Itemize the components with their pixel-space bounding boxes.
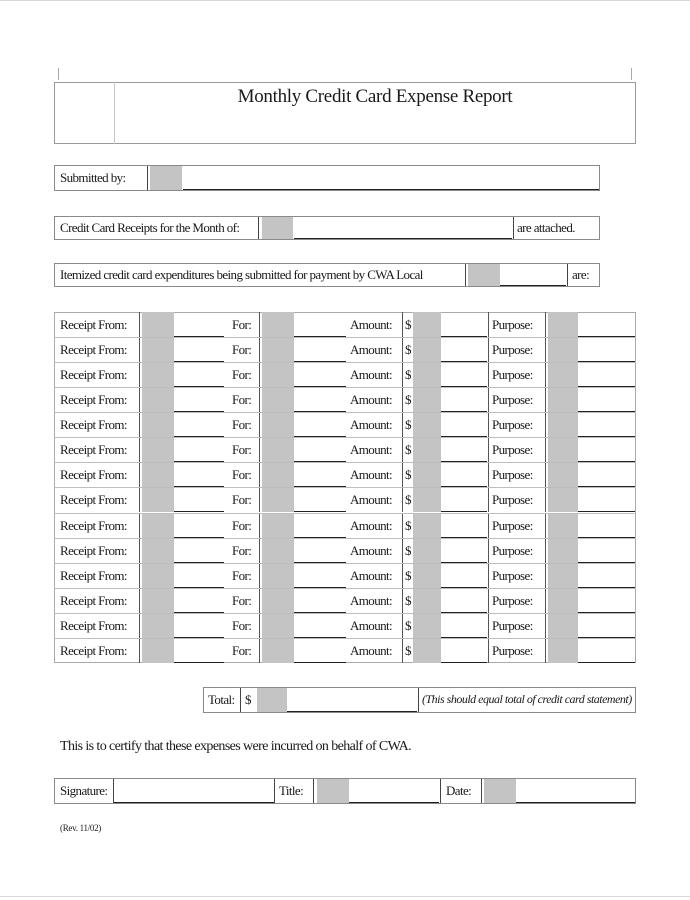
receipt-purpose-shade: [548, 337, 578, 362]
field-divider: [139, 613, 140, 638]
submitted-by-label: Submitted by:: [60, 170, 126, 185]
receipt-row: [54, 563, 636, 588]
field-divider: [545, 312, 546, 337]
receipt-purpose-shade: [548, 588, 578, 613]
receipt-amount-label: Amount:: [350, 317, 393, 332]
page-title: Monthly Credit Card Expense Report: [237, 86, 513, 107]
receipt-purpose-label: Purpose:: [492, 593, 533, 608]
receipt-from-shade: [142, 588, 174, 613]
field-divider: [402, 412, 403, 437]
field-divider: [488, 487, 489, 512]
receipt-for-field[interactable]: [294, 662, 346, 663]
receipt-amount-label: Amount:: [350, 492, 393, 507]
signature-label: Signature:: [60, 783, 108, 798]
field-divider: [488, 437, 489, 462]
receipt-amount-label: Amount:: [350, 643, 393, 658]
total-field[interactable]: [287, 711, 417, 712]
field-divider: [488, 538, 489, 563]
receipt-purpose-label: Purpose:: [492, 442, 533, 457]
receipt-amount-field[interactable]: [441, 662, 487, 663]
field-divider: [545, 412, 546, 437]
receipt-row: [54, 337, 636, 362]
receipt-for-label: For:: [232, 568, 252, 583]
total-label: Total:: [208, 692, 235, 707]
receipt-from-shade: [142, 312, 174, 337]
receipt-currency: $: [405, 543, 411, 558]
receipt-purpose-label: Purpose:: [492, 317, 533, 332]
receipt-from-shade: [142, 337, 174, 362]
date-field[interactable]: [516, 802, 635, 803]
field-divider: [402, 638, 403, 663]
field-divider: [488, 563, 489, 588]
field-divider: [402, 513, 403, 538]
field-divider: [488, 513, 489, 538]
field-divider: [259, 412, 260, 437]
receipt-amount-shade: [413, 487, 441, 512]
field-divider: [139, 538, 140, 563]
field-divider: [488, 588, 489, 613]
receipt-for-shade: [262, 538, 294, 563]
receipt-from-label: Receipt From:: [60, 392, 127, 407]
receipt-purpose-shade: [548, 538, 578, 563]
receipt-purpose-shade: [548, 362, 578, 387]
receipt-from-field[interactable]: [174, 511, 224, 512]
field-divider: [259, 312, 260, 337]
field-divider: [139, 362, 140, 387]
receipt-currency: $: [405, 492, 411, 507]
receipt-from-label: Receipt From:: [60, 492, 127, 507]
receipt-for-label: For:: [232, 392, 252, 407]
receipt-amount-label: Amount:: [350, 367, 393, 382]
title-label: Title:: [279, 783, 304, 798]
receipt-amount-shade: [413, 613, 441, 638]
field-divider: [545, 613, 546, 638]
receipt-from-label: Receipt From:: [60, 367, 127, 382]
receipt-from-shade: [142, 462, 174, 487]
row-separator: [54, 563, 636, 564]
receipt-row: [54, 387, 636, 412]
total-shade: [257, 688, 287, 712]
receipt-from-label: Receipt From:: [60, 543, 127, 558]
field-divider: [402, 362, 403, 387]
receipt-from-shade: [142, 538, 174, 563]
receipt-purpose-label: Purpose:: [492, 467, 533, 482]
field-divider: [259, 638, 260, 663]
receipt-amount-shade: [413, 563, 441, 588]
receipt-amount-label: Amount:: [350, 392, 393, 407]
field-divider: [113, 779, 114, 803]
field-divider: [240, 688, 241, 712]
date-label: Date:: [446, 783, 472, 798]
field-divider: [440, 779, 441, 803]
title-shade: [317, 779, 349, 803]
receipt-amount-label: Amount:: [350, 593, 393, 608]
field-divider: [545, 387, 546, 412]
receipt-from-label: Receipt From:: [60, 442, 127, 457]
receipt-amount-shade: [413, 462, 441, 487]
row-separator: [54, 362, 636, 363]
page-top-edge: [0, 0, 690, 1]
receipt-for-shade: [262, 638, 294, 663]
field-divider: [313, 779, 314, 803]
field-divider: [545, 337, 546, 362]
receipt-row: [54, 613, 636, 638]
receipt-for-shade: [262, 487, 294, 512]
receipt-for-label: For:: [232, 618, 252, 633]
receipt-purpose-field[interactable]: [578, 511, 635, 512]
receipt-for-label: For:: [232, 417, 252, 432]
row-separator: [54, 462, 636, 463]
row-separator: [54, 337, 636, 338]
receipt-purpose-shade: [548, 412, 578, 437]
receipt-amount-shade: [413, 337, 441, 362]
field-divider: [513, 217, 514, 239]
receipt-for-shade: [262, 412, 294, 437]
receipt-purpose-label: Purpose:: [492, 518, 533, 533]
receipt-amount-label: Amount:: [350, 417, 393, 432]
receipt-currency: $: [405, 467, 411, 482]
itemized-suffix: are:: [572, 267, 590, 282]
field-divider: [481, 779, 482, 803]
receipt-currency: $: [405, 367, 411, 382]
date-shade: [484, 779, 516, 803]
receipt-from-label: Receipt From:: [60, 618, 127, 633]
receipt-for-shade: [262, 437, 294, 462]
receipt-purpose-label: Purpose:: [492, 342, 533, 357]
receipt-for-label: For:: [232, 367, 252, 382]
receipt-amount-shade: [413, 538, 441, 563]
field-divider: [488, 412, 489, 437]
receipt-row: [54, 538, 636, 563]
receipt-amount-label: Amount:: [350, 618, 393, 633]
receipt-amount-shade: [413, 312, 441, 337]
row-separator: [54, 513, 636, 514]
receipt-purpose-label: Purpose:: [492, 618, 533, 633]
receipt-currency: $: [405, 417, 411, 432]
field-divider: [488, 638, 489, 663]
field-divider: [259, 387, 260, 412]
receipt-amount-label: Amount:: [350, 543, 393, 558]
field-divider: [402, 613, 403, 638]
receipt-from-label: Receipt From:: [60, 568, 127, 583]
receipt-for-shade: [262, 513, 294, 538]
receipt-for-field[interactable]: [294, 511, 346, 512]
receipt-row: [54, 412, 636, 437]
field-divider: [402, 387, 403, 412]
crop-mark: [631, 68, 632, 80]
field-divider: [545, 362, 546, 387]
receipt-row: [54, 437, 636, 462]
receipt-from-label: Receipt From:: [60, 643, 127, 658]
receipt-from-shade: [142, 563, 174, 588]
field-divider: [139, 513, 140, 538]
receipt-for-shade: [262, 312, 294, 337]
receipt-from-shade: [142, 412, 174, 437]
receipt-from-field[interactable]: [174, 662, 224, 663]
row-separator: [54, 387, 636, 388]
field-divider: [139, 638, 140, 663]
receipt-from-shade: [142, 513, 174, 538]
field-divider: [402, 538, 403, 563]
row-separator: [54, 437, 636, 438]
receipt-from-label: Receipt From:: [60, 467, 127, 482]
field-divider: [259, 487, 260, 512]
receipt-from-label: Receipt From:: [60, 518, 127, 533]
receipt-for-label: For:: [232, 467, 252, 482]
receipt-amount-shade: [413, 513, 441, 538]
receipt-currency: $: [405, 518, 411, 533]
receipt-purpose-label: Purpose:: [492, 568, 533, 583]
receipt-currency: $: [405, 342, 411, 357]
field-divider: [259, 362, 260, 387]
field-divider: [488, 462, 489, 487]
receipt-for-label: For:: [232, 442, 252, 457]
submitted-by-shade: [150, 166, 182, 190]
itemized-label: Itemized credit card expenditures being submitted for payment by CWA Local: [60, 267, 423, 282]
receipt-from-shade: [142, 487, 174, 512]
receipt-purpose-shade: [548, 462, 578, 487]
certify-text: This is to certify that these expenses were incurred on behalf of CWA.: [60, 739, 412, 754]
row-separator: [54, 613, 636, 614]
field-divider: [402, 588, 403, 613]
receipt-amount-label: Amount:: [350, 342, 393, 357]
receipt-purpose-shade: [548, 638, 578, 663]
receipt-amount-shade: [413, 362, 441, 387]
field-divider: [545, 638, 546, 663]
receipt-for-label: For:: [232, 492, 252, 507]
receipt-currency: $: [405, 593, 411, 608]
receipts-month-field[interactable]: [294, 238, 512, 239]
row-separator: [54, 588, 636, 589]
field-divider: [139, 487, 140, 512]
field-divider: [139, 387, 140, 412]
receipt-purpose-shade: [548, 437, 578, 462]
field-divider: [488, 387, 489, 412]
field-divider: [402, 312, 403, 337]
receipt-for-shade: [262, 387, 294, 412]
field-divider: [545, 588, 546, 613]
receipt-from-shade: [142, 437, 174, 462]
submitted-by-field[interactable]: [183, 189, 599, 190]
receipt-for-shade: [262, 337, 294, 362]
receipt-from-label: Receipt From:: [60, 593, 127, 608]
field-divider: [259, 538, 260, 563]
field-divider: [139, 337, 140, 362]
receipt-purpose-shade: [548, 563, 578, 588]
field-divider: [259, 337, 260, 362]
receipt-row: [54, 638, 636, 663]
receipt-for-label: For:: [232, 518, 252, 533]
receipts-month-shade: [262, 217, 293, 239]
receipt-purpose-shade: [548, 513, 578, 538]
field-divider: [402, 563, 403, 588]
receipt-from-label: Receipt From:: [60, 342, 127, 357]
total-currency: $: [245, 692, 251, 707]
receipt-currency: $: [405, 568, 411, 583]
receipt-row: [54, 487, 636, 512]
receipt-for-label: For:: [232, 543, 252, 558]
receipt-purpose-label: Purpose:: [492, 543, 533, 558]
receipt-purpose-label: Purpose:: [492, 367, 533, 382]
receipt-from-label: Receipt From:: [60, 317, 127, 332]
receipt-from-shade: [142, 362, 174, 387]
field-divider: [465, 264, 466, 286]
total-note: (This should equal total of credit card statement): [422, 692, 632, 706]
field-divider: [147, 166, 148, 190]
receipt-amount-shade: [413, 412, 441, 437]
field-divider: [259, 462, 260, 487]
row-separator: [54, 412, 636, 413]
receipt-row: [54, 362, 636, 387]
receipt-amount-shade: [413, 638, 441, 663]
receipt-purpose-shade: [548, 487, 578, 512]
field-divider: [545, 563, 546, 588]
receipt-currency: $: [405, 392, 411, 407]
field-divider: [259, 563, 260, 588]
receipt-purpose-label: Purpose:: [492, 492, 533, 507]
title-field[interactable]: [349, 802, 439, 803]
field-divider: [402, 337, 403, 362]
receipt-purpose-shade: [548, 387, 578, 412]
signature-field[interactable]: [114, 802, 274, 803]
field-divider: [545, 462, 546, 487]
field-divider: [139, 412, 140, 437]
receipt-row: [54, 588, 636, 613]
receipt-amount-label: Amount:: [350, 442, 393, 457]
receipt-row: [54, 462, 636, 487]
receipt-purpose-label: Purpose:: [492, 392, 533, 407]
field-divider: [259, 437, 260, 462]
receipt-currency: $: [405, 317, 411, 332]
receipt-from-shade: [142, 638, 174, 663]
revision-label: (Rev. 11/02): [60, 823, 101, 833]
receipt-for-shade: [262, 588, 294, 613]
receipt-purpose-field[interactable]: [578, 662, 635, 663]
field-divider: [418, 688, 419, 712]
crop-mark: [58, 68, 59, 80]
field-divider: [139, 462, 140, 487]
field-divider: [139, 437, 140, 462]
receipt-currency: $: [405, 618, 411, 633]
field-divider: [402, 462, 403, 487]
field-divider: [488, 613, 489, 638]
receipt-amount-field[interactable]: [441, 511, 487, 512]
receipt-from-shade: [142, 613, 174, 638]
field-divider: [402, 487, 403, 512]
field-divider: [567, 264, 568, 286]
itemized-field[interactable]: [500, 285, 566, 286]
receipt-for-label: For:: [232, 317, 252, 332]
submitted-by-row: [54, 165, 600, 191]
receipt-for-label: For:: [232, 593, 252, 608]
receipt-from-label: Receipt From:: [60, 417, 127, 432]
receipt-for-shade: [262, 462, 294, 487]
receipt-purpose-label: Purpose:: [492, 417, 533, 432]
receipt-row: [54, 513, 636, 538]
receipt-currency: $: [405, 442, 411, 457]
receipt-amount-label: Amount:: [350, 518, 393, 533]
field-divider: [545, 437, 546, 462]
receipt-purpose-shade: [548, 613, 578, 638]
field-divider: [259, 613, 260, 638]
field-divider: [139, 563, 140, 588]
receipt-amount-shade: [413, 437, 441, 462]
field-divider: [545, 538, 546, 563]
page-bottom-edge: [0, 896, 690, 897]
field-divider: [259, 588, 260, 613]
receipt-amount-label: Amount:: [350, 568, 393, 583]
receipt-currency: $: [405, 643, 411, 658]
header-divider: [114, 82, 115, 144]
row-separator: [54, 638, 636, 639]
field-divider: [259, 513, 260, 538]
receipt-for-shade: [262, 362, 294, 387]
field-divider: [545, 487, 546, 512]
field-divider: [545, 513, 546, 538]
row-separator: [54, 538, 636, 539]
field-divider: [402, 437, 403, 462]
receipt-purpose-label: Purpose:: [492, 643, 533, 658]
receipt-purpose-shade: [548, 312, 578, 337]
receipt-row: [54, 312, 636, 337]
field-divider: [488, 337, 489, 362]
receipt-for-shade: [262, 613, 294, 638]
field-divider: [488, 312, 489, 337]
receipt-from-shade: [142, 387, 174, 412]
receipts-month-label: Credit Card Receipts for the Month of:: [60, 220, 240, 235]
receipt-for-shade: [262, 563, 294, 588]
receipt-for-label: For:: [232, 643, 252, 658]
receipts-month-suffix: are attached.: [517, 220, 575, 235]
field-divider: [488, 362, 489, 387]
field-divider: [139, 588, 140, 613]
field-divider: [139, 312, 140, 337]
receipt-amount-shade: [413, 387, 441, 412]
row-separator: [54, 487, 636, 488]
field-divider: [274, 779, 275, 803]
receipt-amount-shade: [413, 588, 441, 613]
field-divider: [258, 217, 259, 239]
itemized-shade: [468, 264, 500, 286]
receipt-amount-label: Amount:: [350, 467, 393, 482]
receipt-for-label: For:: [232, 342, 252, 357]
